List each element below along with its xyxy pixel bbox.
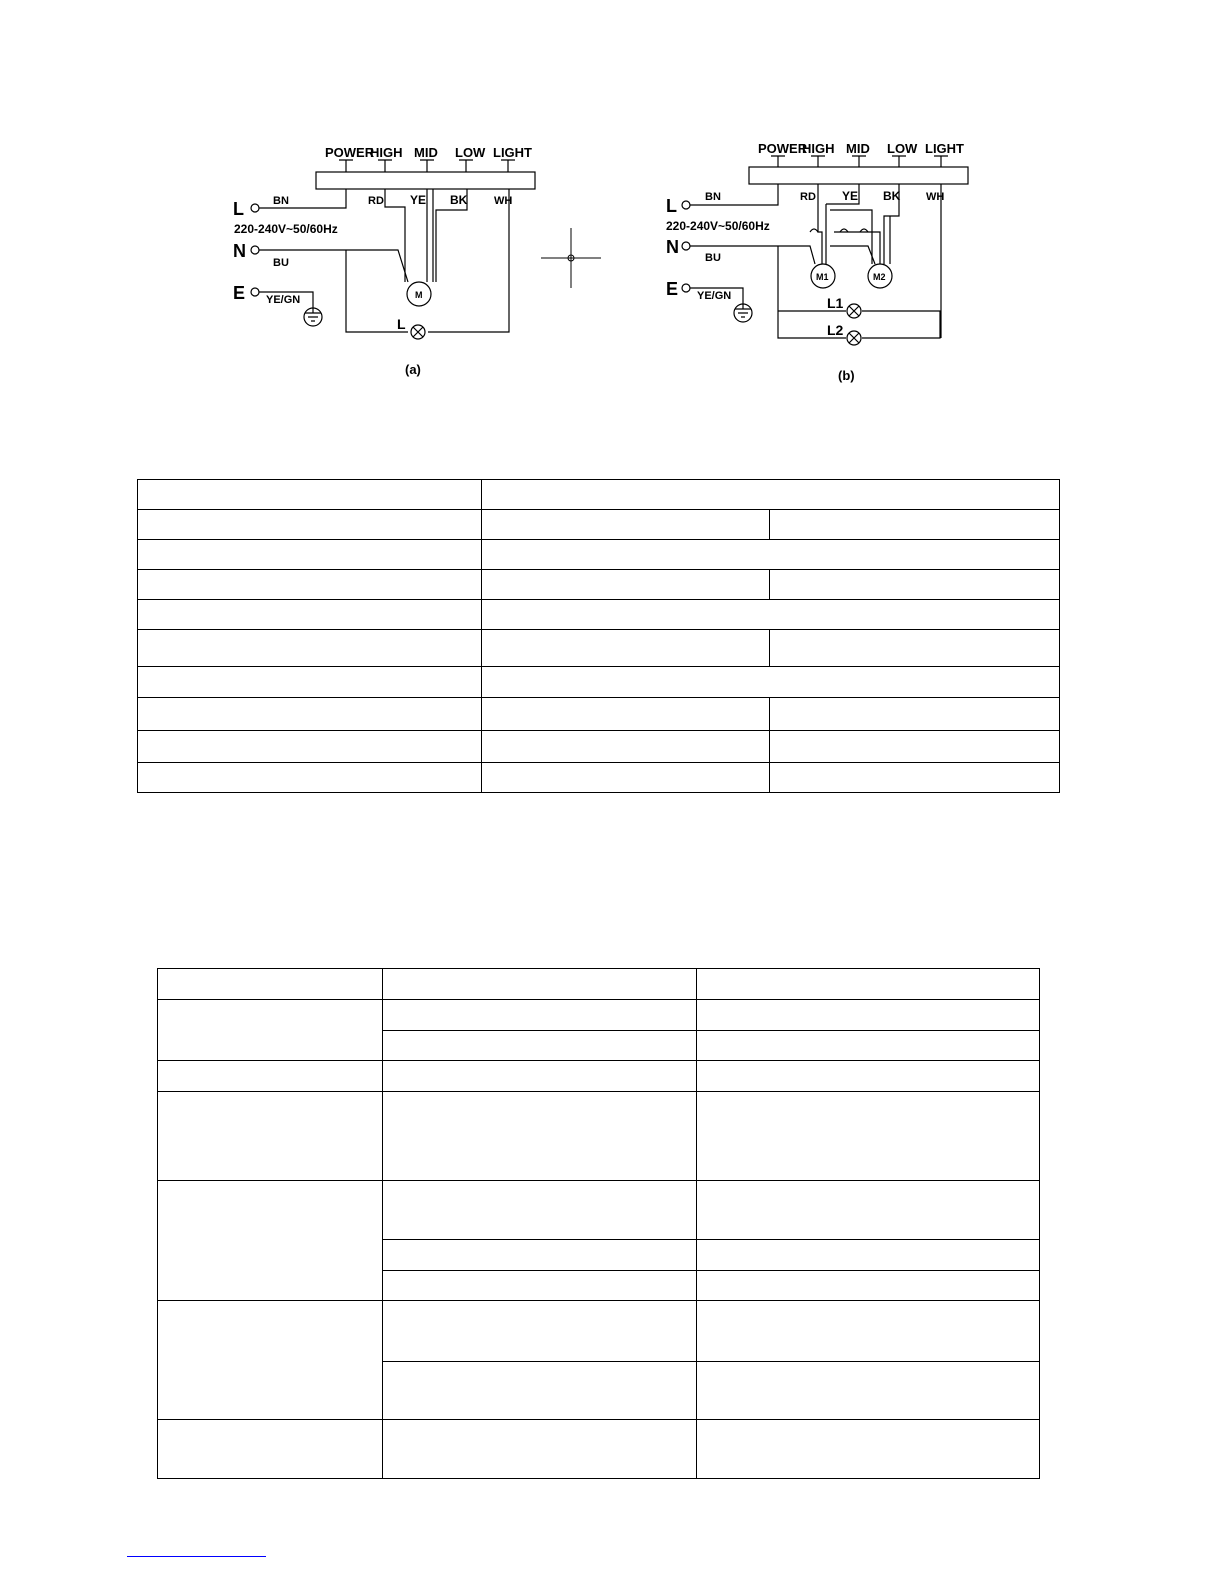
- motor-a: M: [415, 290, 423, 300]
- table-row: [158, 969, 1040, 1000]
- terminal-mid-a: MID: [414, 145, 438, 160]
- table-row: [138, 731, 1060, 763]
- table-cell: [482, 630, 770, 667]
- table-cell: [158, 1181, 383, 1301]
- diagram-a-labels: [233, 145, 532, 377]
- wire-bn-b: BN: [705, 191, 721, 203]
- table-cell: [697, 1240, 1040, 1271]
- table-cell: [138, 510, 482, 540]
- wire-wh-a: WH: [494, 195, 513, 207]
- wire-bu-a: BU: [273, 257, 289, 269]
- table-cell: [770, 570, 1060, 600]
- wire-yegn-a: YE/GN: [266, 294, 301, 306]
- wire-rd-b: RD: [800, 191, 816, 203]
- table-cell: [697, 1061, 1040, 1092]
- table-row: [158, 1181, 1040, 1240]
- voltage-b: 220-240V~50/60Hz: [666, 219, 770, 233]
- table-cell: [482, 540, 1060, 570]
- table-cell: [482, 763, 770, 793]
- table-row: [138, 570, 1060, 600]
- terminal-light-b: LIGHT: [925, 141, 964, 156]
- input-l-b: L: [666, 196, 677, 216]
- lamp-l2: L2: [827, 322, 844, 338]
- input-l-a: L: [233, 199, 244, 219]
- table-cell: [383, 1061, 697, 1092]
- table-cell: [138, 570, 482, 600]
- table-row: [158, 1061, 1040, 1092]
- lamp-l1: L1: [827, 295, 844, 311]
- table-cell: [770, 510, 1060, 540]
- table-row: [158, 1301, 1040, 1362]
- table-cell: [482, 731, 770, 763]
- table-cell: [697, 1271, 1040, 1301]
- table-cell: [138, 600, 482, 630]
- input-n-a: N: [233, 241, 246, 261]
- wiring-diagrams: [0, 0, 1225, 400]
- table-cell: [482, 698, 770, 731]
- table-cell: [383, 1092, 697, 1181]
- table-cell: [697, 1362, 1040, 1420]
- table-cell: [138, 630, 482, 667]
- table-cell: [697, 969, 1040, 1000]
- table-row: [138, 630, 1060, 667]
- table-cell: [383, 1271, 697, 1301]
- footer-link[interactable]: [127, 1556, 266, 1557]
- lamp-label-a: L: [397, 316, 406, 332]
- table-cell: [383, 1362, 697, 1420]
- table-cell: [383, 1031, 697, 1061]
- wire-rd-a: RD: [368, 195, 384, 207]
- table-row: [138, 540, 1060, 570]
- table-cell: [482, 600, 1060, 630]
- spec-table: [137, 479, 1060, 793]
- terminal-mid-b: MID: [846, 141, 870, 156]
- motor-m1: M1: [816, 272, 829, 282]
- wire-ye-a: YE: [410, 193, 427, 207]
- terminal-block-b: [749, 167, 968, 184]
- wire-bk-b: BK: [883, 189, 901, 203]
- table-cell: [770, 763, 1060, 793]
- table-cell: [383, 969, 697, 1000]
- table-cell: [383, 1420, 697, 1479]
- table-cell: [383, 1240, 697, 1271]
- table-cell: [770, 731, 1060, 763]
- table-row: [138, 698, 1060, 731]
- table-row: [138, 480, 1060, 510]
- terminal-light-a: LIGHT: [493, 145, 532, 160]
- table-row: [138, 763, 1060, 793]
- table-cell: [138, 763, 482, 793]
- table-cell: [697, 1181, 1040, 1240]
- table-cell: [697, 1031, 1040, 1061]
- terminal-power-a: POWER: [325, 145, 375, 160]
- table-cell: [158, 1061, 383, 1092]
- table-cell: [383, 1301, 697, 1362]
- table-cell: [158, 1301, 383, 1420]
- table-cell: [697, 1092, 1040, 1181]
- table-cell: [770, 698, 1060, 731]
- wire-wh-b: WH: [926, 191, 945, 203]
- wire-bk-a: BK: [450, 193, 468, 207]
- table-cell: [697, 1301, 1040, 1362]
- table-row: [158, 1000, 1040, 1031]
- table-cell: [383, 1181, 697, 1240]
- table-cell: [138, 698, 482, 731]
- table-cell: [158, 1420, 383, 1479]
- troubleshooting-table: [157, 968, 1040, 1479]
- motor-m2: M2: [873, 272, 886, 282]
- wire-ye-b: YE: [842, 189, 859, 203]
- input-n-b: N: [666, 237, 679, 257]
- table-cell: [482, 480, 1060, 510]
- table-cell: [482, 510, 770, 540]
- caption-b: (b): [838, 368, 855, 383]
- table-cell: [138, 667, 482, 698]
- input-e-a: E: [233, 283, 246, 303]
- wire-bu-b: BU: [705, 252, 721, 264]
- wire-yegn-b: YE/GN: [697, 290, 732, 302]
- crosshair-icon: [541, 228, 601, 288]
- input-e-b: E: [666, 279, 679, 299]
- table-row: [158, 1420, 1040, 1479]
- terminal-power-b: POWER: [758, 141, 808, 156]
- table-row: [138, 600, 1060, 630]
- table-cell: [482, 667, 1060, 698]
- terminal-block-a: [316, 172, 535, 189]
- table-cell: [138, 480, 482, 510]
- terminal-high-b: HIGH: [802, 141, 835, 156]
- table-row: [138, 510, 1060, 540]
- table-row: [158, 1092, 1040, 1181]
- table-cell: [158, 1092, 383, 1181]
- table-cell: [482, 570, 770, 600]
- terminal-high-a: HIGH: [370, 145, 403, 160]
- table-cell: [138, 731, 482, 763]
- wire-bn-a: BN: [273, 195, 289, 207]
- terminal-low-a: LOW: [455, 145, 486, 160]
- table-cell: [770, 630, 1060, 667]
- table-cell: [383, 1000, 697, 1031]
- table-cell: [138, 540, 482, 570]
- table-cell: [158, 1000, 383, 1061]
- table-cell: [158, 969, 383, 1000]
- terminal-low-b: LOW: [887, 141, 918, 156]
- voltage-a: 220-240V~50/60Hz: [234, 222, 338, 236]
- table-cell: [697, 1000, 1040, 1031]
- table-cell: [697, 1420, 1040, 1479]
- table-row: [138, 667, 1060, 698]
- caption-a: (a): [405, 362, 421, 377]
